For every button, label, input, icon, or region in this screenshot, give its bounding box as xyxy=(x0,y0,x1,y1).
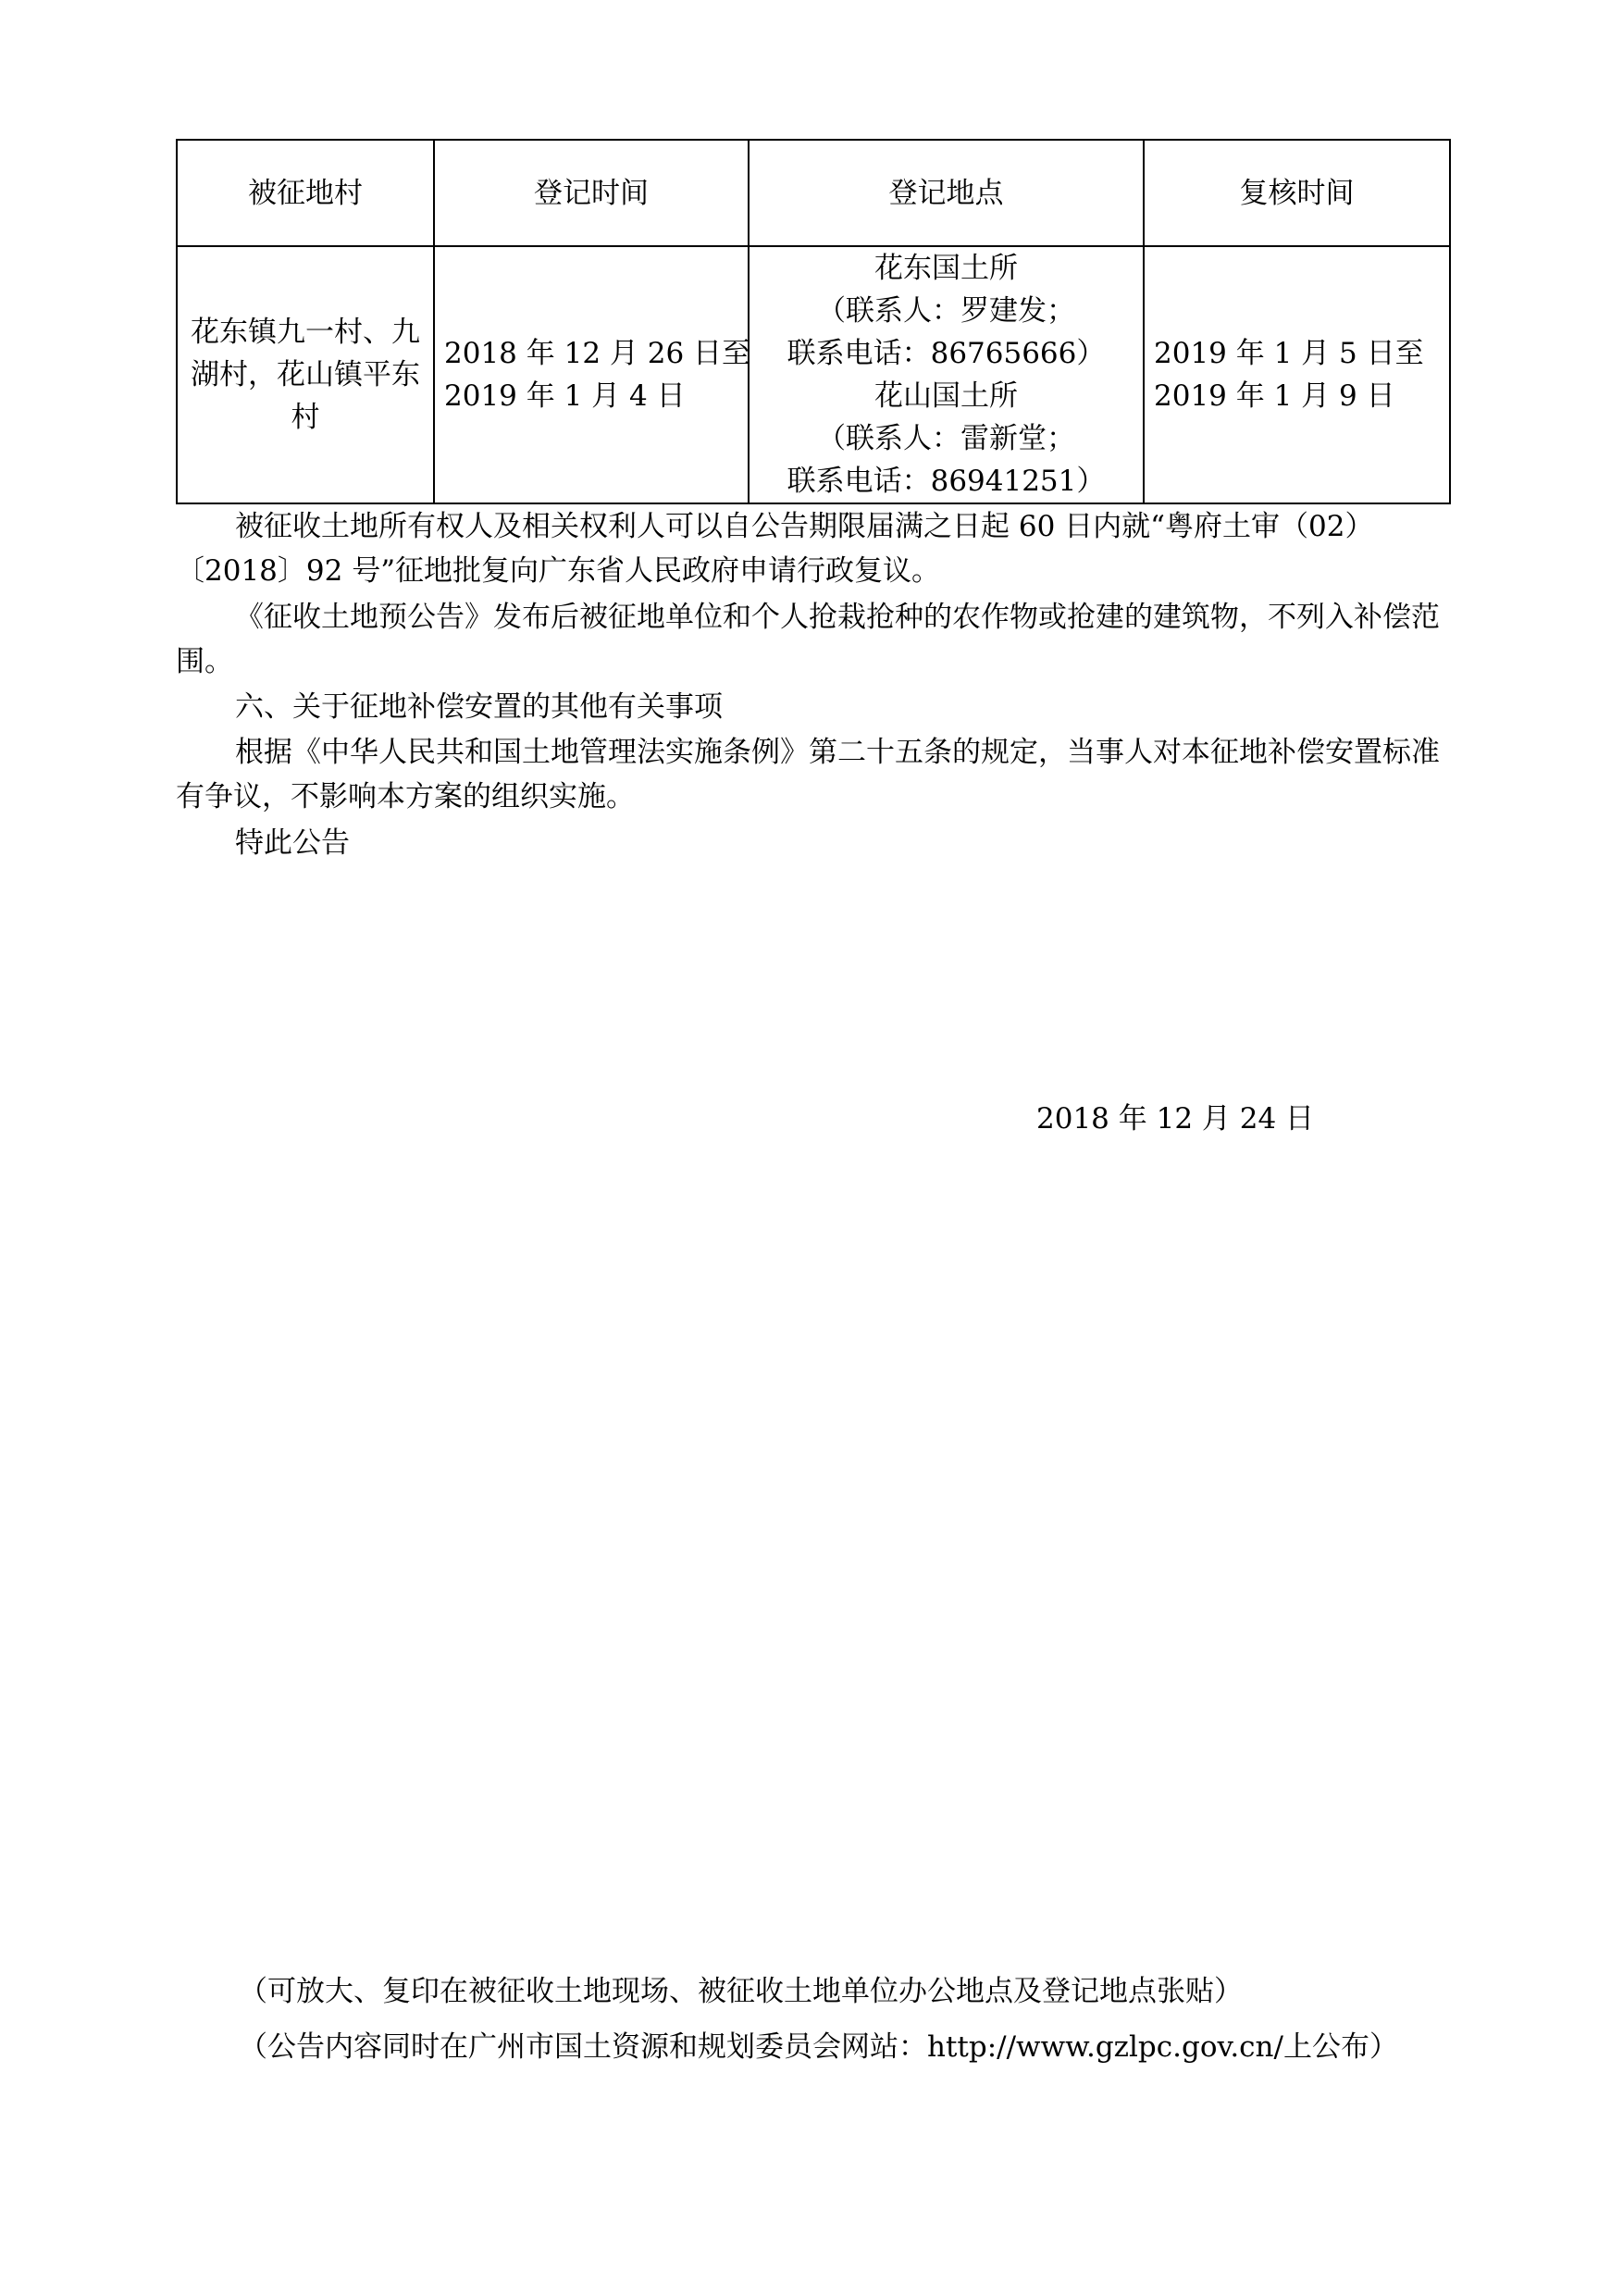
header-register-time: 登记时间 xyxy=(434,140,749,246)
register-time-line: 2018 年 12 月 26 日至 xyxy=(444,337,751,370)
cell-register-place xyxy=(749,246,1144,503)
register-place-line: 联系电话：86941251） xyxy=(787,465,1106,498)
register-time-line: 2019 年 1 月 4 日 xyxy=(444,379,686,413)
paragraph-exclusion: 《征收土地预公告》发布后被征地单位和个人抢栽抢种的农作物或抢建的建筑物，不列入补偿范围。 xyxy=(176,601,1440,678)
paragraph-reconsideration: 被征收土地所有权人及相关权利人可以自公告期限届满之日起 60 日内就“粤府土审（02）〔2018〕92 号”征地批复向广东省人民政府申请行政复议。 xyxy=(176,510,1374,588)
review-time-line: 2019 年 1 月 5 日至 xyxy=(1154,337,1424,370)
footer-note-website: （公告内容同时在广州市国土资源和规划委员会网站：http://www.gzlpc.gov.cn/上公布） xyxy=(239,2030,1398,2064)
cell-review-time xyxy=(1144,246,1450,503)
section-heading-6: 六、关于征地补偿安置的其他有关事项 xyxy=(235,690,723,724)
header-register-place: 登记地点 xyxy=(749,140,1144,246)
header-review-time: 复核时间 xyxy=(1144,140,1450,246)
paragraph-regulation: 根据《中华人民共和国土地管理法实施条例》第二十五条的规定，当事人对本征地补偿安置标准有争议，不影响本方案的组织实施。 xyxy=(176,736,1440,813)
cell-register-time xyxy=(434,246,749,503)
register-place-line: 花山国土所 xyxy=(874,379,1018,413)
table-row xyxy=(177,246,1450,503)
village-line: 湖村，花山镇平东 xyxy=(191,358,420,391)
footer-note-posting: （可放大、复印在被征收土地现场、被征收土地单位办公地点及登记地点张贴） xyxy=(239,1975,1243,2008)
cell-village xyxy=(177,246,434,503)
village-line: 花东镇九一村、九 xyxy=(191,316,420,349)
register-place-line: 联系电话：86765666） xyxy=(787,337,1106,370)
register-place-line: （联系人：罗建发； xyxy=(817,294,1075,328)
village-line: 村 xyxy=(291,401,320,434)
paragraph-closing: 特此公告 xyxy=(235,826,350,860)
header-village: 被征地村 xyxy=(177,140,434,246)
register-place-line: 花东国土所 xyxy=(874,252,1018,285)
review-time-line: 2019 年 1 月 9 日 xyxy=(1154,379,1395,413)
notice-date: 2018 年 12 月 24 日 xyxy=(1036,1102,1315,1136)
table-header-row xyxy=(177,140,1450,246)
register-place-line: （联系人：雷新堂； xyxy=(817,422,1075,455)
registration-table xyxy=(176,139,1451,504)
